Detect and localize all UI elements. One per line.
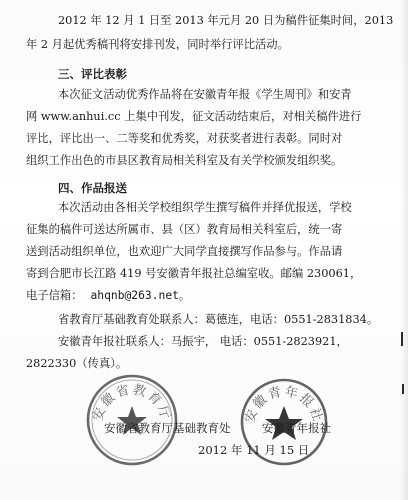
section4-line1: 本次活动由各相关学校组织学生撰写稿件并择优报送，学校 <box>58 201 352 214</box>
section3-line3: 评比，评比出一、二等奖和优秀奖，对获奖者进行表彰。同时对 <box>26 132 343 145</box>
section3-line1: 本次征文活动优秀作品将在安徽青年报《学生周刊》和安青 <box>58 88 352 101</box>
paragraph1-line1: 2012 年 12 月 1 日至 2013 年元月 20 日为稿件征集时间，2013 <box>58 14 394 27</box>
email-label: 电子信箱： <box>26 289 83 302</box>
seal-right-text: 安徽青年报社 <box>242 384 326 426</box>
section4-heading: 四、作品报送 <box>58 181 127 195</box>
paragraph1-line2: 年 2 月起优秀稿刊将安排刊发，同时举行评比活动。 <box>26 38 289 51</box>
paper-fax-line: 2822330（传真）。 <box>26 357 128 370</box>
paper-contact-line: 安徽青年报社联系人：马振宇， 电话：0551-2823921， <box>58 335 348 348</box>
section3-line4: 组织工作出色的市县区教育局相关科室及有关学校颁发组织奖。 <box>26 154 343 167</box>
seal-left-text: 安徽省教育厅 <box>90 382 174 424</box>
section3-heading: 三、评比表彰 <box>58 67 127 81</box>
page-edge-shadow <box>400 0 408 500</box>
signature-date: 2012 年 11 月 15 日 <box>198 443 310 457</box>
scan-mark <box>401 332 403 346</box>
scan-mark <box>402 384 404 394</box>
section4-line5 <box>26 289 190 303</box>
edu-contact-line: 省教育厅基础教育处联系人：葛德连，电话：0551-2831834。 <box>58 313 379 326</box>
email-address: ahqnb@263.net <box>90 289 179 302</box>
section4-line3: 送到活动组织单位，也欢迎广大同学直接撰写作品参与。作品请 <box>26 245 343 258</box>
email-end: 。 <box>178 289 191 302</box>
section4-line2: 征集的稿件可送达所属市、县（区）教育局相关科室后，统一寄 <box>26 223 343 236</box>
signature-org-right: 安徽青年报社 <box>262 421 331 435</box>
signature-org-left: 安徽省教育厅基础教育处 <box>104 421 231 435</box>
section3-line2: 网 www.anhui.cc 上集中刊发，征文活动结束后，对相关稿件进行 <box>26 110 362 123</box>
section4-line4: 寄到合肥市长江路 419 号安徽青年报社总编室收。邮编 230061， <box>26 267 362 280</box>
